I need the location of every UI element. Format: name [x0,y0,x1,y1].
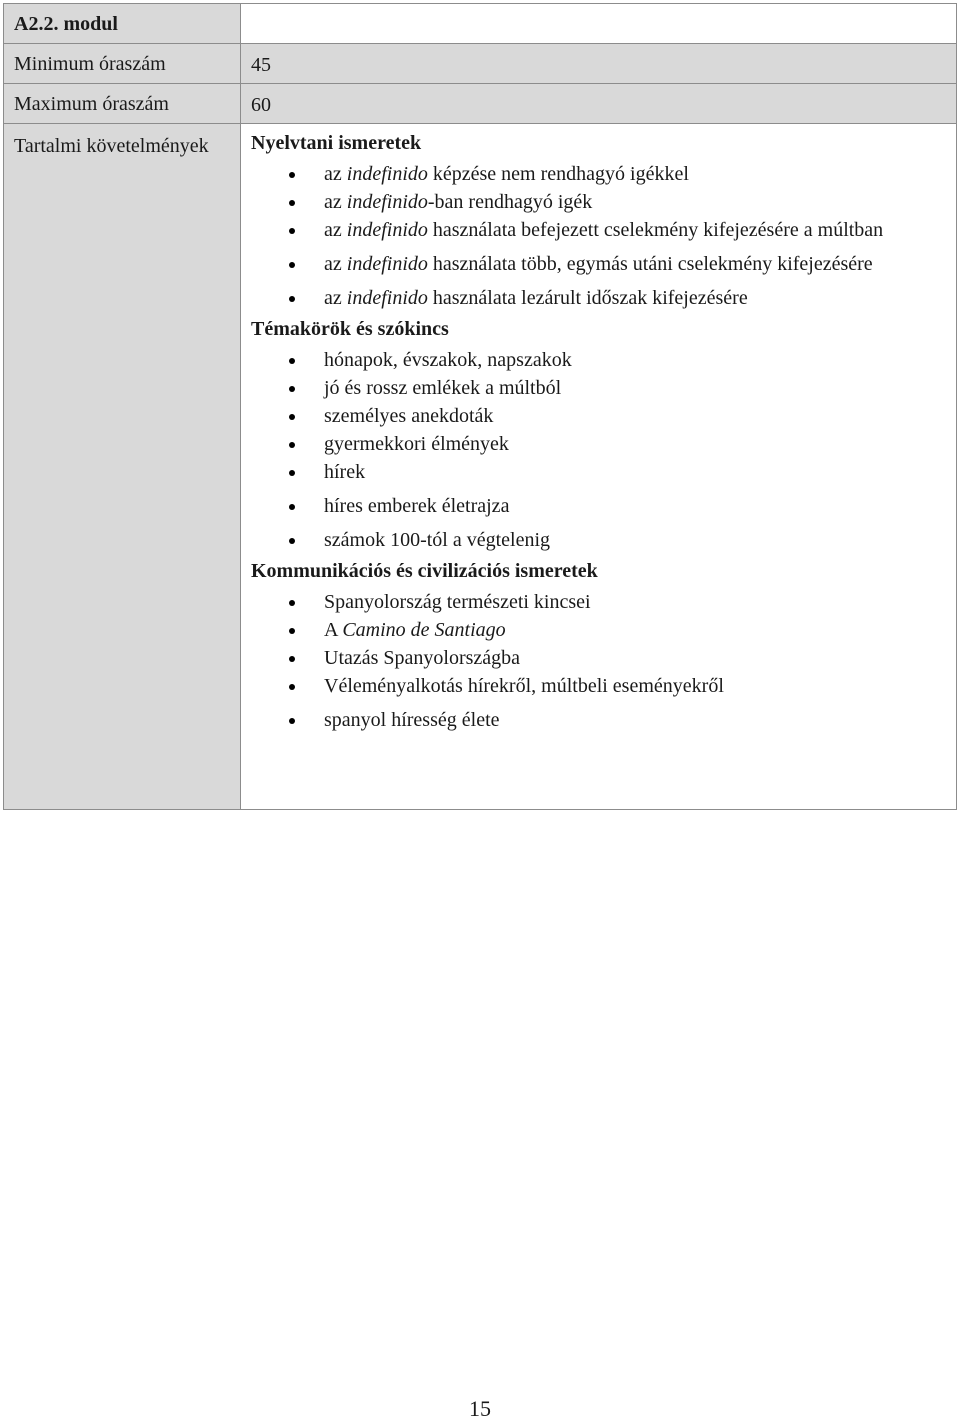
item-emphasis: Camino de Santiago [342,619,506,641]
list-item [251,672,946,700]
bullet-icon [289,600,295,606]
bullet-icon [289,684,295,690]
list-item [251,706,946,734]
item-emphasis: indefinido [346,253,428,275]
item-text: Spanyolország természeti kincsei [324,591,591,613]
item-text: gyermekkori élmények [324,433,509,455]
list-item [251,430,946,458]
title-row [4,4,957,44]
bullet-icon [289,656,295,662]
item-text-suffix: használata befejezett cselekmény kifejezésére a múltban [427,219,884,241]
item-text: az [324,163,347,185]
item-emphasis: indefinido [346,191,428,213]
bullet-icon [289,262,295,268]
section-list [251,588,946,734]
bullet-icon [289,504,295,510]
item-text: az [324,287,347,309]
content-label-cell [4,124,241,810]
list-item [251,284,946,312]
module-table [3,3,957,810]
bullet-icon [289,200,295,206]
content-cell [241,124,957,810]
list-item [251,644,946,672]
list-item [251,250,946,278]
bullet-icon [289,172,295,178]
item-text: hónapok, évszakok, napszakok [324,349,572,371]
bullet-icon [289,386,295,392]
item-text-suffix: képzése nem rendhagyó igékkel [427,163,689,185]
item-text-suffix: -ban rendhagyó igék [427,191,593,213]
item-text: Véleményalkotás hírekről, múltbeli eseményekről [324,675,724,697]
bullet-icon [289,296,295,302]
module-title-cell [4,4,241,44]
bullet-icon [289,414,295,420]
item-text: hírek [324,461,366,483]
max-hours-row [4,84,957,124]
item-text: személyes anekdoták [324,405,494,427]
list-item [251,458,946,486]
list-item [251,402,946,430]
item-emphasis: indefinido [346,163,428,185]
item-text: az [324,191,347,213]
section-heading: Nyelvtani ismeretek [251,132,422,154]
section-heading: Kommunikációs és civilizációs ismeretek [251,560,598,582]
min-hours-label: Minimum óraszám [14,53,166,75]
bullet-icon [289,228,295,234]
module-title-empty-cell [241,4,957,44]
list-item [251,374,946,402]
module-title: A2.2. modul [14,13,118,35]
min-hours-value-cell [241,44,957,84]
page-number: 15 [469,1396,491,1421]
bullet-icon [289,718,295,724]
bullet-icon [289,628,295,634]
item-text: az [324,219,347,241]
max-hours-label: Maximum óraszám [14,93,169,115]
item-text-suffix: használata lezárult időszak kifejezésére [427,287,748,309]
bullet-icon [289,470,295,476]
bullet-icon [289,358,295,364]
list-item [251,216,946,244]
item-text: híres emberek életrajza [324,495,510,517]
section-list [251,160,946,312]
item-text: spanyol híresség élete [324,709,500,731]
max-hours-value: 60 [251,94,271,116]
item-emphasis: indefinido [346,287,428,309]
min-hours-label-cell [4,44,241,84]
list-item [251,492,946,520]
list-item [251,188,946,216]
max-hours-label-cell [4,84,241,124]
min-hours-value: 45 [251,54,271,76]
content-label: Tartalmi követelmények [14,135,209,157]
bullet-icon [289,442,295,448]
item-text: számok 100-tól a végtelenig [324,529,551,551]
list-item [251,160,946,188]
bullet-icon [289,538,295,544]
item-text: Utazás Spanyolországba [324,647,521,669]
section-list [251,346,946,554]
list-item [251,588,946,616]
section-heading: Témakörök és szókincs [251,318,449,340]
item-text: jó és rossz emlékek a múltból [324,377,562,399]
item-text: A [324,619,343,641]
min-hours-row [4,44,957,84]
item-text-suffix: használata több, egymás utáni cselekmény kifejezésére [427,253,873,275]
list-item [251,616,946,644]
item-emphasis: indefinido [346,219,428,241]
max-hours-value-cell [241,84,957,124]
list-item [251,346,946,374]
item-text: az [324,253,347,275]
content-row [4,124,957,810]
list-item [251,526,946,554]
